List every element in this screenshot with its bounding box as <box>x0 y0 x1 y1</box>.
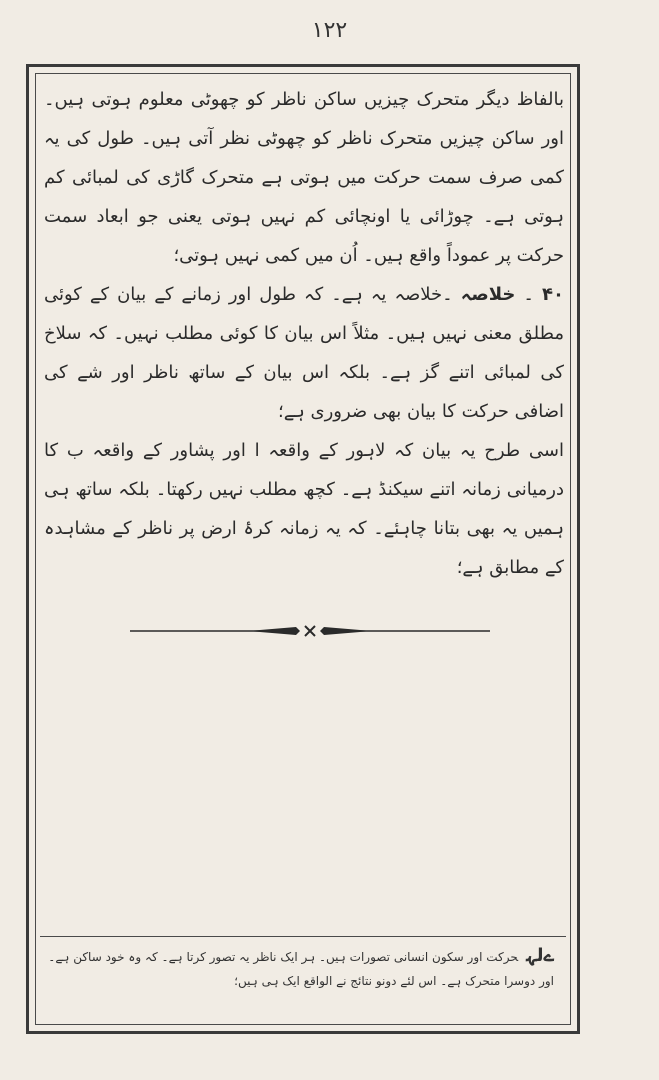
page-number: ۱۲۲ <box>311 18 348 43</box>
footnote-line <box>44 944 554 993</box>
main-text <box>44 80 564 587</box>
footnote-text: حرکت اور سکون انسانی تصورات ہیں۔ ہر ایک ناظر یہ تصور کرتا ہے۔ کہ وہ خود ساکن ہے۔ اور دوسرا متحرک ہے۔ اس لئے دونو نتائج نے الواقع ایک ہی ہیں؛ <box>48 950 554 988</box>
section-heading: خلاصہ <box>460 284 516 305</box>
section-number: ۴۰ <box>542 284 564 305</box>
paragraph-2-text: خلاصہ یہ ہے۔ کہ طول اور زمانے کے بیان کے کوئی مطلق معنی نہیں ہیں۔ مثلاً اس بیان کا کوئی مطلب نہیں۔ کہ سلاخ کی لمبائی اتنے گز ہے۔ بلکہ اس بیان کے ساتھ ناظر اور شے کی اضافی حرکت کا بیان بھی ضروری ہے؛ <box>44 284 564 422</box>
paragraph-1: بالفاظ دیگر متحرک چیزیں ساکن ناظر کو چھوٹی معلوم ہوتی ہیں۔ اور ساکن چیزیں متحرک ناظر کو چھوٹی نظر آتی ہیں۔ طول کی یہ کمی صرف سمت حرکت میں ہوتی ہے متحرک گاڑی کی لمبائی کم ہوتی ہے۔ چوڑائی یا اونچائی کم نہیں ہوتی یعنی جو ابعاد سمت حرکت پر عموداً واقع ہیں۔ اُن میں کمی نہیں ہوتی؛ <box>44 89 564 266</box>
paragraph-3: اسی طرح یہ بیان کہ لاہور کے واقعہ ا اور پشاور کے واقعہ ب کا درمیانی زمانہ اتنے سیکنڈ ہے۔ کچھ مطلب نہیں رکھتا۔ بلکہ ساتھ ہی ہمیں یہ بھی بتانا چاہئے۔ کہ یہ زمانہ کرۂ ارض پر ناظر کے مشاہدہ کے مطابق ہے؛ <box>44 440 564 578</box>
section-end-ornament <box>128 622 492 640</box>
footnote-separator <box>40 936 566 937</box>
paragraph-2: ۴۰ ۔ خلاصہ ۔خلاصہ یہ ہے۔ کہ طول اور زمانے کے بیان کے کوئی مطلق معنی نہیں ہیں۔ مثلاً اس بیان کا کوئی مطلب نہیں۔ کہ سلاخ کی لمبائی اتنے گز ہے۔ بلکہ اس بیان کے ساتھ ناظر اور شے کی اضافی حرکت کا بیان بھی ضروری ہے؛ <box>44 284 564 422</box>
footnote <box>44 944 554 993</box>
footnote-marker: ےلہ <box>526 945 554 966</box>
